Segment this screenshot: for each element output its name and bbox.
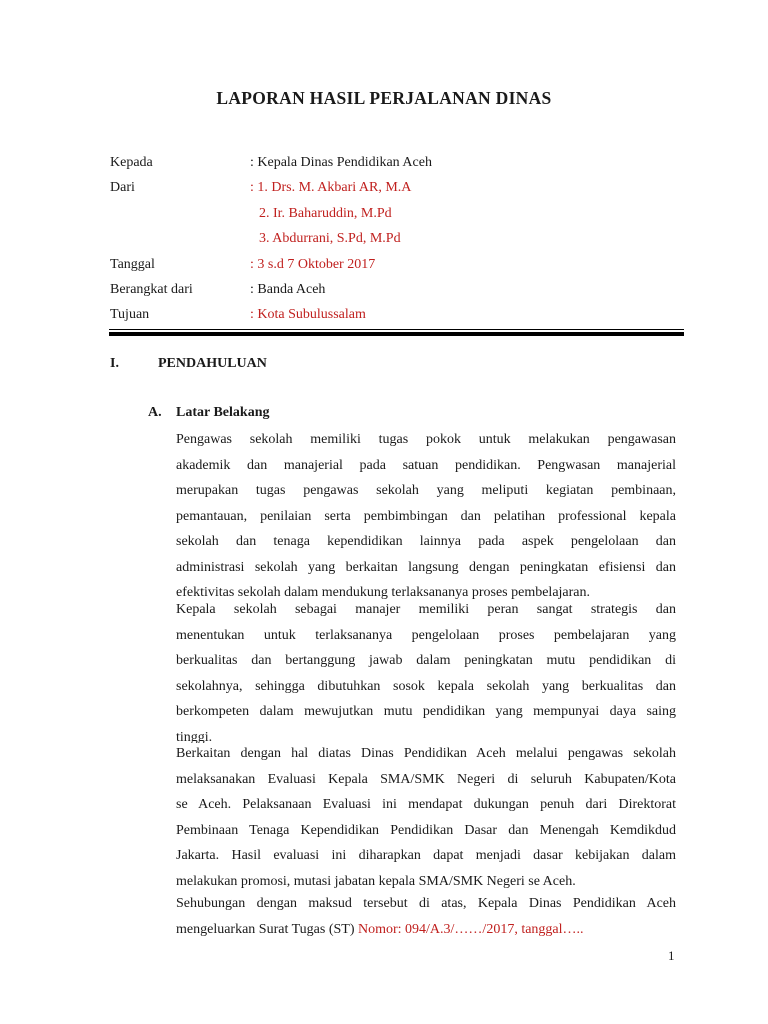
- paragraph-line: Kepala sekolah sebagai manajer memiliki peran sangat strategis dan: [176, 602, 676, 617]
- tanggal-value: : 3 s.d 7 Oktober 2017: [250, 256, 376, 272]
- paragraph-line: merupakan tugas pengawas sekolah yang meliputi kegiatan pembinaan,: [176, 483, 676, 498]
- paragraph-line: sekolahnya, sehingga dibutuhkan sosok kepala sekolah yang berkualitas dan: [176, 678, 676, 694]
- tujuan-label: Tujuan: [110, 307, 150, 323]
- subsection-number: A.: [148, 405, 162, 420]
- tujuan-value: : Kota Subulussalam: [250, 307, 366, 323]
- section-title: PENDAHULUAN: [158, 356, 267, 371]
- berangkat-value: : Banda Aceh: [250, 281, 326, 297]
- paragraph-line: pemantauan, penilaian serta pembimbingan dan pelatihan professional kepala: [176, 508, 676, 524]
- paragraph-line: sekolah dan tenaga kependidikan lainnya pada aspek pengelolaan dan: [176, 534, 676, 549]
- paragraph-line: Berkaitan dengan hal diatas Dinas Pendidikan Aceh melalui pengawas sekolah: [176, 746, 676, 761]
- paragraph-line: Pembinaan Tenaga Kependidikan Pendidikan Dasar dan Menengah Kemdikdud: [176, 822, 676, 838]
- paragraph-line: Sehubungan dengan maksud tersebut di atas, Kepala Dinas Pendidikan Aceh: [176, 896, 676, 911]
- header-divider-thin: [109, 329, 684, 330]
- dari-value-1: : 1. Drs. M. Akbari AR, M.A: [250, 180, 412, 196]
- kepada-value: : Kepala Dinas Pendidikan Aceh: [250, 155, 432, 170]
- paragraph-line: administrasi sekolah yang berkaitan langsung dengan peningkatan efisiensi dan: [176, 559, 676, 575]
- dari-value-2: 2. Ir. Baharuddin, M.Pd: [259, 205, 392, 221]
- paragraph-line: akademik dan manajerial pada satuan pendidikan. Pengwasan manajerial: [176, 457, 676, 473]
- kepada-label: Kepada: [110, 155, 153, 170]
- paragraph-line: menentukan untuk terlaksananya pengelolaan proses pembelajaran yang: [176, 627, 676, 643]
- paragraph-line: Jakarta. Hasil evaluasi ini diharapkan dapat menjadi dasar kebijakan dalam: [176, 848, 676, 863]
- paragraph-line: Pengawas sekolah memiliki tugas pokok untuk melakukan pengawasan: [176, 432, 676, 447]
- document-title: LAPORAN HASIL PERJALANAN DINAS: [216, 88, 552, 108]
- section-number: I.: [110, 356, 119, 371]
- berangkat-label: Berangkat dari: [110, 281, 193, 297]
- surat-tugas-text: mengeluarkan Surat Tugas (ST): [176, 921, 355, 937]
- paragraph-line: melakukan promosi, mutasi jabatan kepala SMA/SMK Negeri se Aceh.: [176, 873, 576, 889]
- page-number: 1: [668, 948, 675, 963]
- header-divider: [109, 332, 684, 336]
- paragraph-line-mixed: [176, 917, 676, 943]
- surat-tugas-number: Nomor: 094/A.3/……/2017, tanggal…..: [357, 921, 584, 937]
- dari-value-3: 3. Abdurrani, S.Pd, M.Pd: [259, 231, 401, 247]
- paragraph-3: [176, 741, 676, 894]
- paragraph-line: tinggi.: [176, 729, 213, 743]
- tanggal-label: Tanggal: [110, 256, 155, 272]
- paragraph-line: berkualitas dan bertanggung jawab dalam peningkatan mutu pendidikan di: [176, 653, 676, 668]
- paragraph-line: se Aceh. Pelaksanaan Evaluasi ini mendapat dukungan penuh dari Direktorat: [176, 797, 676, 812]
- paragraph-4: [176, 891, 676, 942]
- subsection-title: Latar Belakang: [176, 405, 270, 420]
- paragraph-line: efektivitas sekolah dalam mendukung terlaksananya proses pembelajaran.: [176, 585, 591, 600]
- paragraph-1: [176, 427, 676, 600]
- paragraph-line: berkompeten dalam mewujutkan mutu pendidikan yang mempunyai daya saing: [176, 704, 676, 719]
- paragraph-line: melaksanakan Evaluasi Kepala SMA/SMK Negeri di seluruh Kabupaten/Kota: [176, 771, 676, 787]
- dari-label: Dari: [110, 180, 135, 196]
- paragraph-2: [176, 597, 676, 743]
